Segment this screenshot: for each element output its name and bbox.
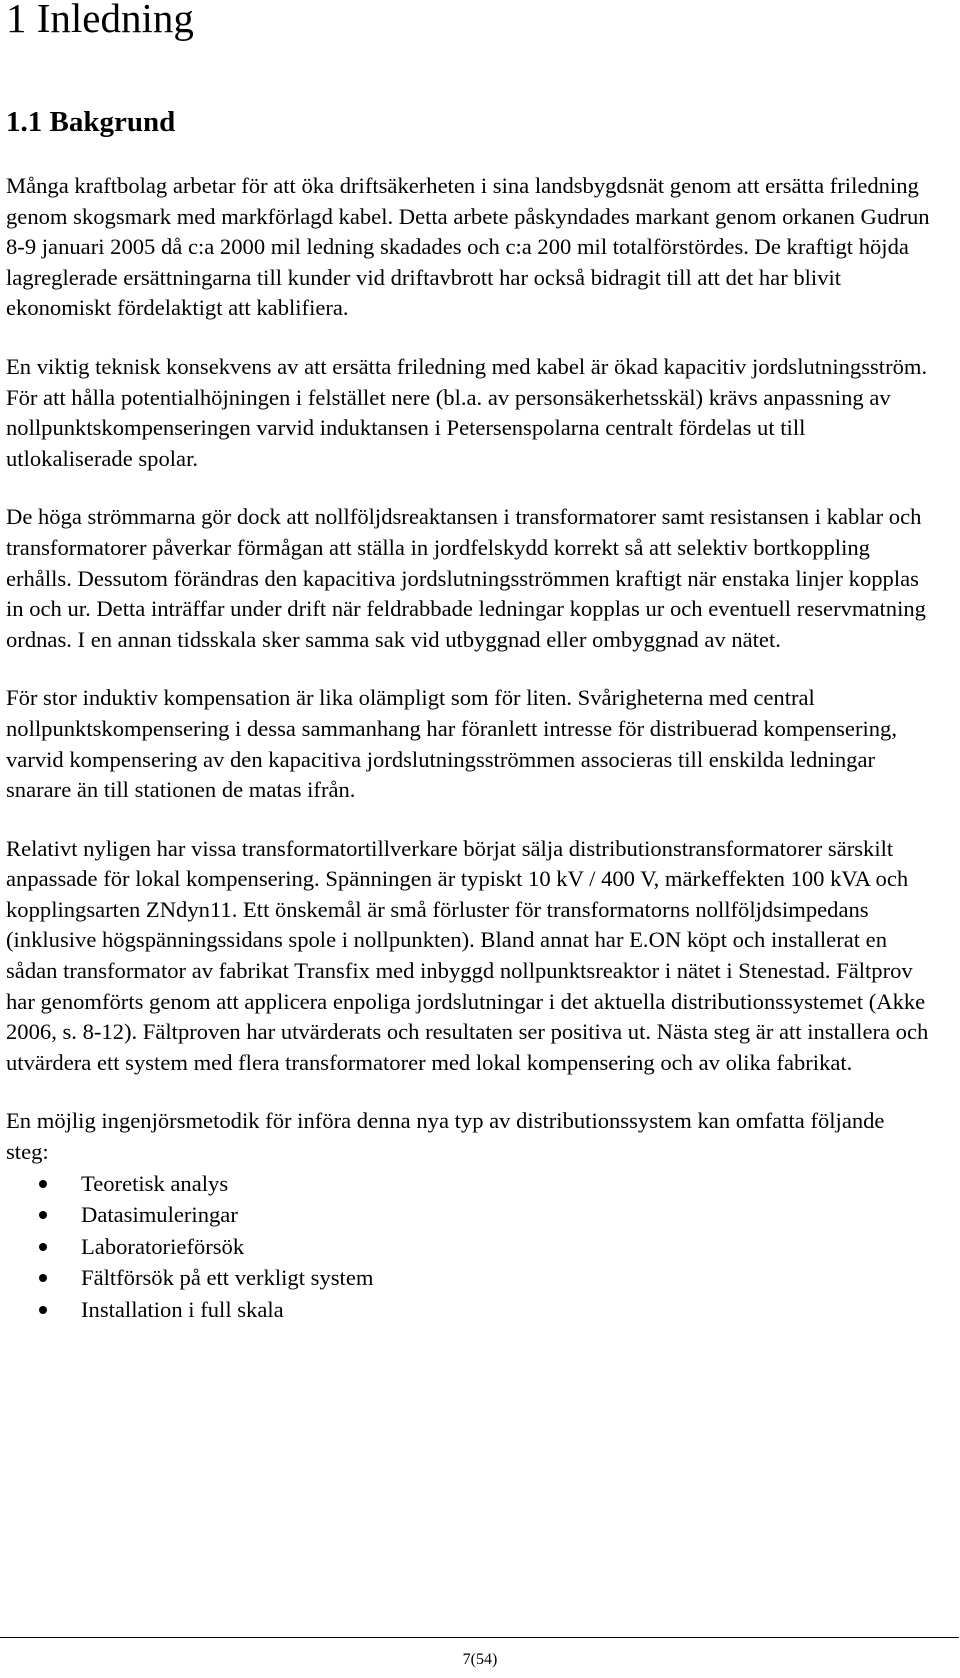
list-item (6, 1294, 931, 1326)
list-item (6, 1168, 931, 1200)
bullet-icon (39, 1211, 47, 1219)
bullet-icon (39, 1180, 47, 1188)
bullet-icon (39, 1274, 47, 1282)
list-item-label: Installation i full skala (81, 1296, 284, 1322)
list-item (6, 1262, 931, 1294)
paragraph: Många kraftbolag arbetar för att öka driftsäkerheten i sina landsbygdsnät genom att ersätta friledning genom skogsmark med markförlagd kabel. Detta arbete påskyndades markant genom orkanen Gudrun 8-9 januari 2005 då c:a 2000 mil ledning skadades och c:a 200 mil totalförstördes. De kraftigt höjda lagreglerade ersättningarna till kunder vid driftavbrott har också bidragit till att det har blivit ekonomiskt fördelaktigt att kablifiera. (6, 173, 930, 321)
list-item (6, 1199, 931, 1231)
bullet-icon (39, 1243, 47, 1251)
steps-intro: En möjlig ingenjörsmetodik för införa denna nya typ av distributionssystem kan omfatta följande steg: (6, 1108, 885, 1165)
list-item-label: Teoretisk analys (81, 1170, 229, 1196)
list-item-label: Datasimuleringar (81, 1202, 238, 1228)
bullet-icon (39, 1306, 47, 1314)
paragraph: De höga strömmarna gör dock att nollföljdsreaktansen i transformatorer samt resistansen i kablar och transformatorer påverkar förmågan att ställa in jordfelskydd korrekt så att selektiv bortkoppling erhålls. Dessutom förändras den kapacitiva jordslutningsströmmen kraftigt när enstaka linjer kopplas in och ur. Detta inträffar under drift när feldrabbade ledningar kopplas ur och eventuell reservmatning ordnas. I en annan tidsskala sker samma sak vid utbyggnad eller ombyggnad av nätet. (6, 504, 926, 652)
steps-list (6, 1168, 931, 1326)
page-number: 7(54) (462, 1651, 498, 1668)
list-item (6, 1231, 931, 1263)
paragraph: Relativt nyligen har vissa transformatortillverkare börjat sälja distributionstransformatorer särskilt anpassade för lokal kompensering. Spänningen är typiskt 10 kV / 400 V, märkeffekten 100 kVA och kopplingsarten ZNdyn11. Ett önskemål är små förluster för transformatorns nollföljdsimpedans (inklusive högspänningssidans spole i nollpunkten). Bland annat har E.ON köpt och installerat en sådan transformator av fabrikat Transfix med inbyggd nollpunktsreaktor i nätet i Stenestad. Fältprov har genomförts genom att applicera enpoliga jordslutningar i det aktuella distributionssystemet (Akke 2006, s. 8-12). Fältproven har utvärderats och resultaten ser positiva ut. Nästa steg är att installera och utvärdera ett system med flera transformatorer med lokal kompensering och av olika fabrikat. (6, 835, 929, 1075)
list-item-label: Laboratorieförsök (81, 1233, 245, 1259)
footer-divider (0, 1637, 959, 1638)
paragraph: En viktig teknisk konsekvens av att ersätta friledning med kabel är ökad kapacitiv jordslutningsström. För att hålla potentialhöjningen i felstället nere (bl.a. av personsäkerhetsskäl) krävs anpassning av nollpunktskompenseringen varvid induktansen i Petersenspolarna centralt fördelas ut till utlokaliserade spolar. (6, 353, 928, 471)
body-text (6, 171, 931, 1325)
list-item-label: Fältförsök på ett verkligt system (81, 1265, 374, 1291)
chapter-heading: 1 Inledning (6, 0, 194, 41)
paragraph: För stor induktiv kompensation är lika olämpligt som för liten. Svårigheterna med central nollpunktskompensering i dessa sammanhang har föranlett intresse för distribuerad kompensering, varvid kompensering av den kapacitiva jordslutningsströmmen associeras till enskilda ledningar snarare än till stationen de matas ifrån. (6, 685, 897, 803)
section-heading: 1.1 Bakgrund (6, 106, 176, 138)
